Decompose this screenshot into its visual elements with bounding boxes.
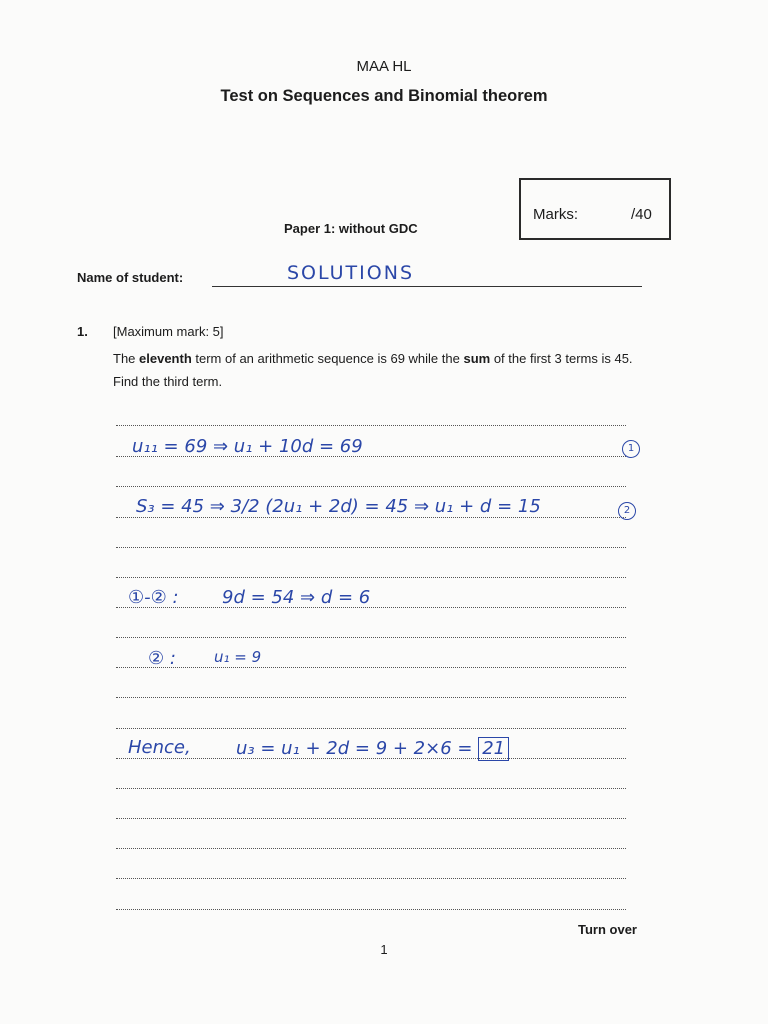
page-number: 1 (380, 942, 388, 957)
solution-line-5-expression: u₃ = u₁ + 2d = 9 + 2×6 = (236, 738, 473, 759)
question-text-part: The (113, 351, 140, 366)
solution-line-5 (236, 737, 509, 761)
answer-line (116, 637, 626, 638)
solution-line-1: u₁₁ = 69 ⇒ u₁ + 10d = 69 (132, 436, 363, 457)
question-max-mark: [Maximum mark: 5] (113, 324, 224, 339)
answer-line (116, 878, 626, 879)
answer-line (116, 818, 626, 819)
marks-total: /40 (631, 206, 652, 223)
question-text-part: of the first 3 terms is 45. Find the third term. (113, 351, 633, 389)
question-keyword-sum: sum (463, 351, 491, 366)
course-name: MAA HL (356, 58, 412, 75)
marks-label: Marks: (533, 206, 578, 223)
question-keyword-eleventh: eleventh (139, 351, 192, 366)
answer-line (116, 697, 626, 698)
question-text-part: term of an arithmetic sequence is 69 while the (191, 351, 464, 366)
answer-line (116, 909, 626, 910)
solution-line-2: S₃ = 45 ⇒ 3/2 (2u₁ + 2d) = 45 ⇒ u₁ + d = 15 (136, 496, 541, 517)
equation-tag-2: 2 (618, 502, 636, 520)
turn-over-label: Turn over (578, 922, 637, 937)
solution-line-4: u₁ = 9 (214, 648, 262, 666)
solution-line-4-tag: ② : (148, 648, 176, 669)
answer-line (116, 547, 626, 548)
student-name-label: Name of student: (77, 270, 184, 285)
answer-line (116, 728, 626, 729)
student-name-line (212, 286, 642, 287)
answer-line (116, 607, 626, 608)
final-answer-box: 21 (478, 737, 509, 761)
answer-line (116, 486, 626, 487)
marks-box (519, 178, 671, 240)
paper-label: Paper 1: without GDC (284, 221, 418, 236)
answer-line (116, 425, 626, 426)
equation-tag-1: 1 (622, 440, 640, 458)
answer-line (116, 848, 626, 849)
solution-hence-word: Hence, (128, 737, 191, 758)
student-name-handwritten: SOLUTIONS (287, 262, 414, 284)
question-text (113, 347, 648, 393)
answer-line (116, 667, 626, 668)
question-number: 1. (77, 324, 88, 339)
test-title: Test on Sequences and Binomial theorem (220, 87, 548, 105)
answer-line (116, 577, 626, 578)
answer-line (116, 517, 626, 518)
answer-line (116, 788, 626, 789)
solution-line-3: 9d = 54 ⇒ d = 6 (222, 587, 371, 608)
solution-line-3-tags: ①-② : (128, 587, 179, 608)
